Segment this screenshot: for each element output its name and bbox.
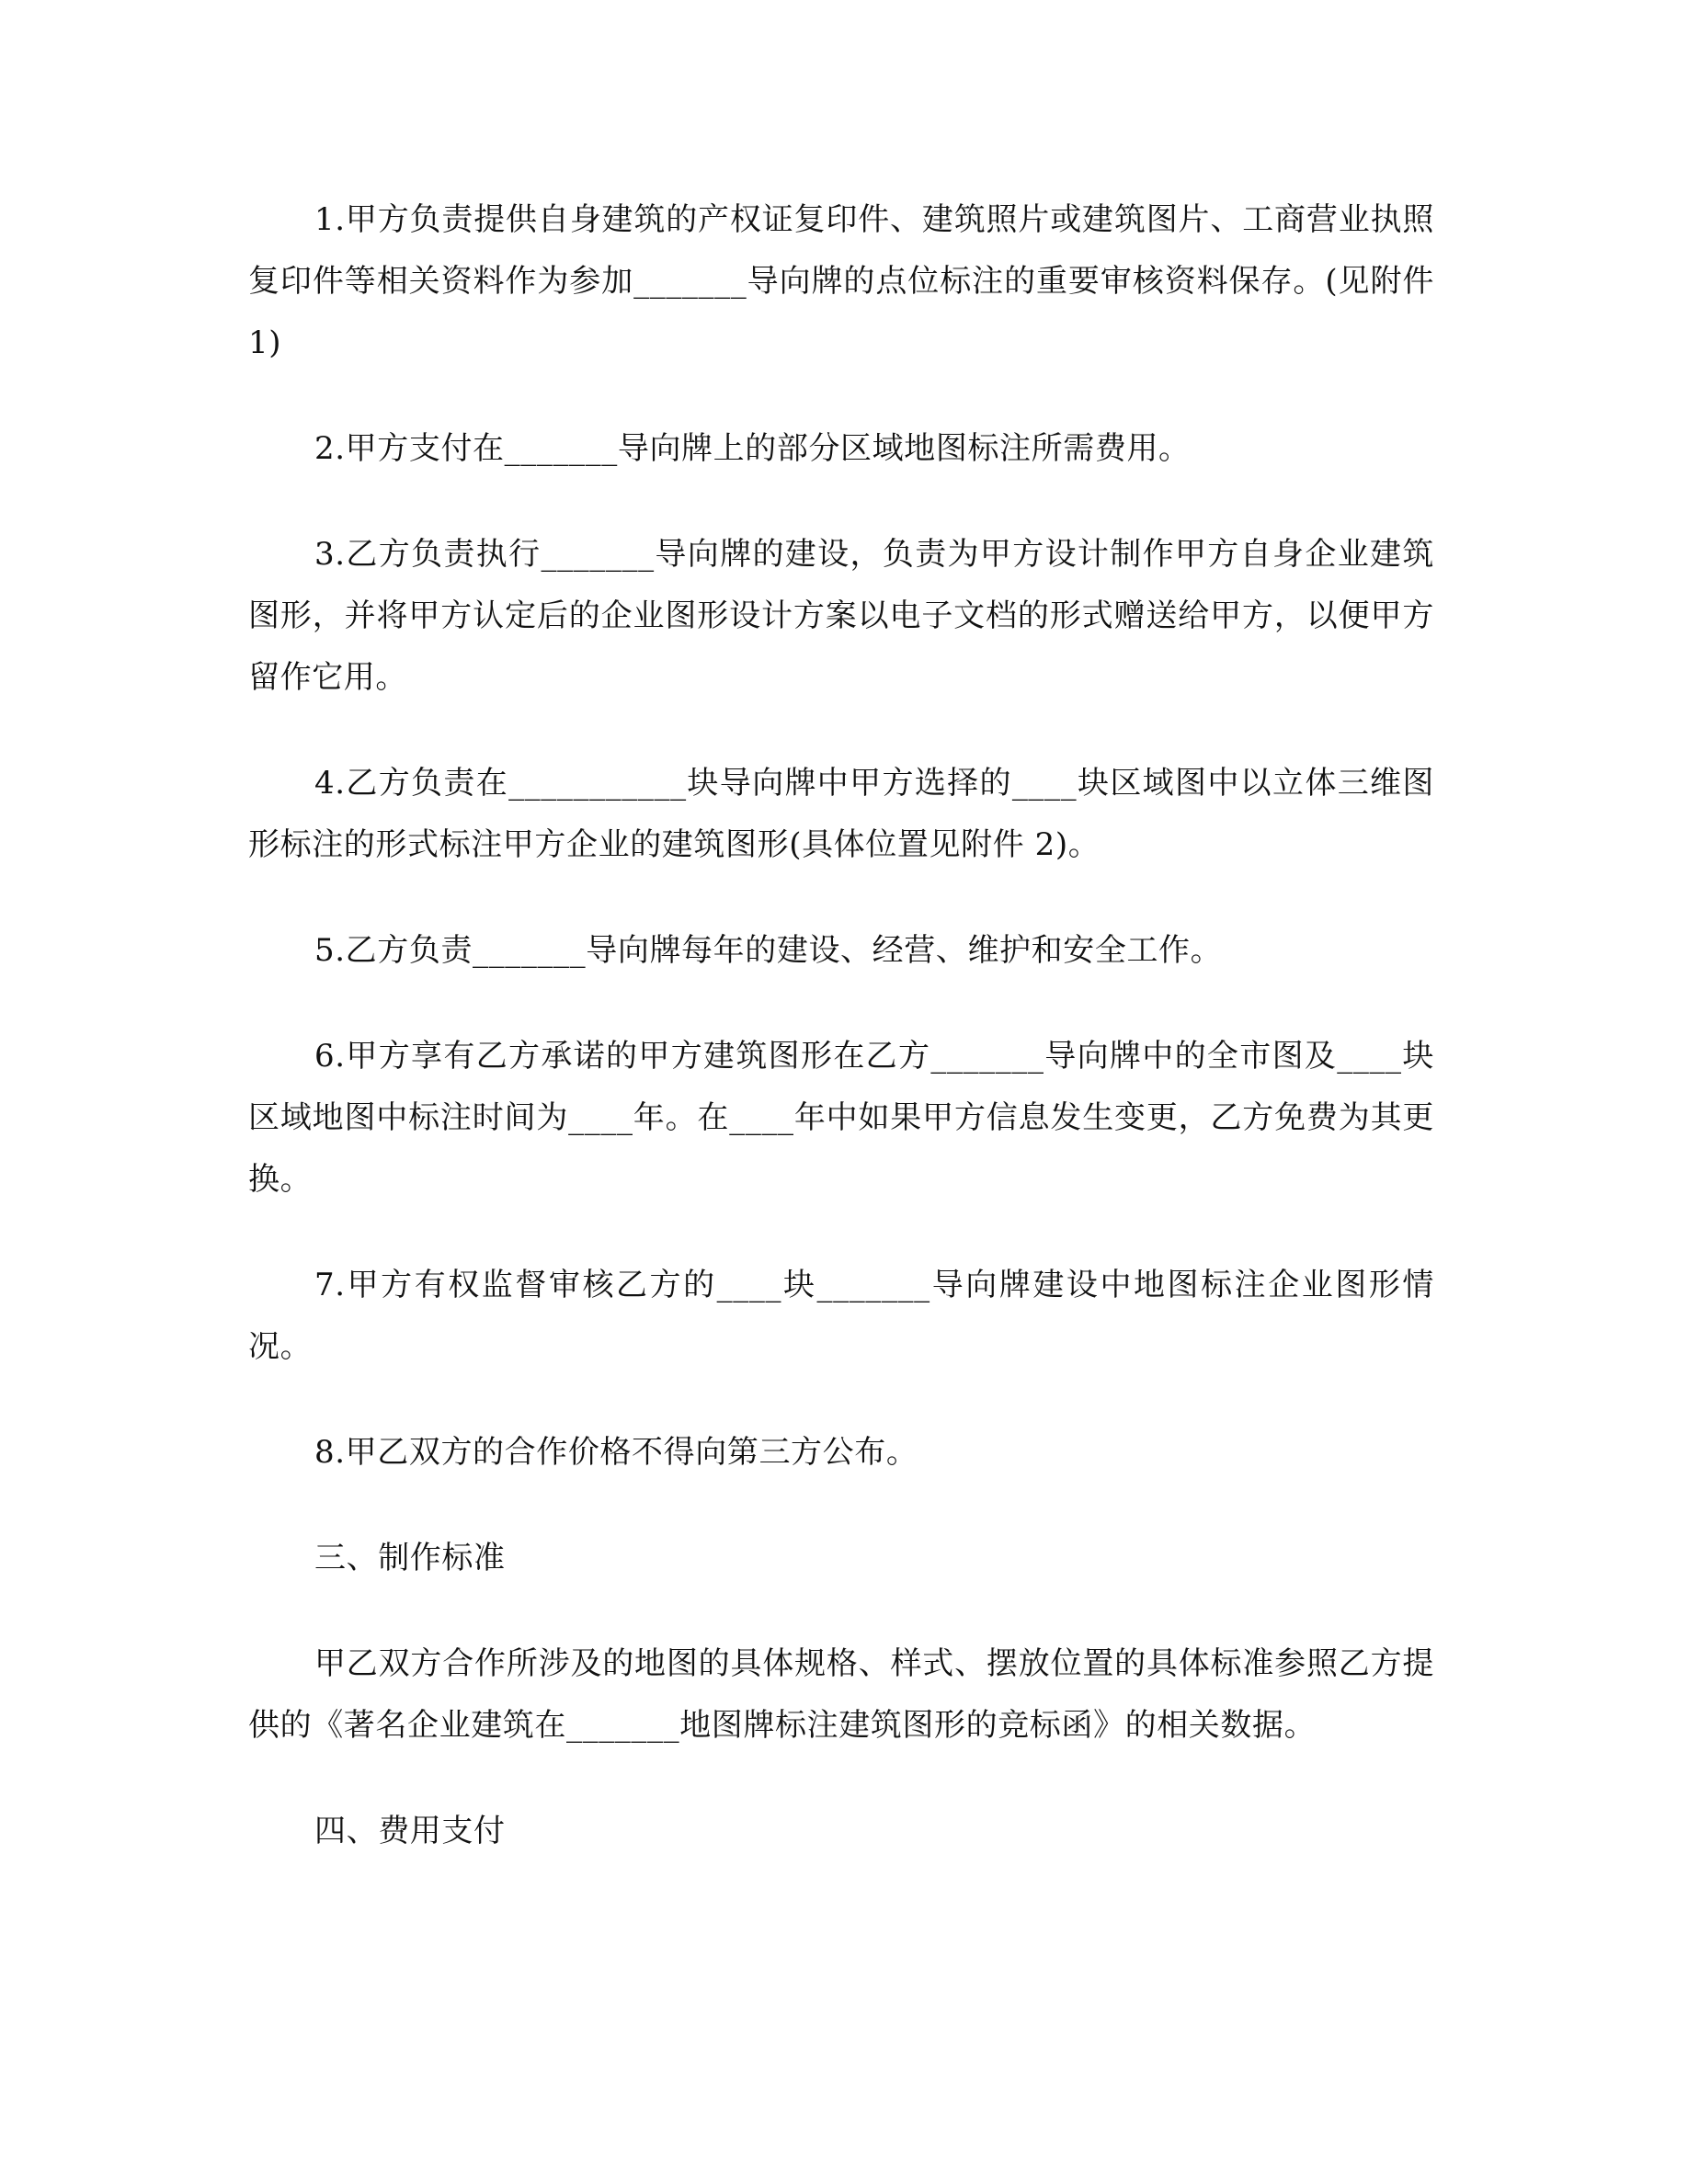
clause-7: 7.甲方有权监督审核乙方的____块_______导向牌建设中地图标注企业图形情况。 — [248, 1267, 1434, 1365]
document-body — [248, 189, 1434, 1906]
section-heading-payment: 四、费用支付 — [314, 1813, 506, 1849]
section-production-standard-text: 甲乙双方合作所涉及的地图的具体规格、样式、摆放位置的具体标准参照乙方提供的《著名企业建筑在_______地图牌标注建筑图形的竞标函》的相关数据。 — [248, 1645, 1434, 1744]
clause-5: 5.乙方负责_______导向牌每年的建设、经营、维护和安全工作。 — [314, 932, 1223, 969]
clause-2: 2.甲方支付在_______导向牌上的部分区域地图标注所需费用。 — [314, 430, 1191, 467]
clause-1: 1.甲方负责提供自身建筑的产权证复印件、建筑照片或建筑图片、工商营业执照复印件等相关资料作为参加_______导向牌的点位标注的重要审核资料保存。(见附件 1) — [248, 201, 1434, 361]
clause-6: 6.甲方享有乙方承诺的甲方建筑图形在乙方_______导向牌中的全市图及____块区域地图中标注时间为____年。在____年中如果甲方信息发生变更，乙方免费为其更换。 — [248, 1038, 1434, 1198]
clause-3: 3.乙方负责执行_______导向牌的建设，负责为甲方设计制作甲方自身企业建筑图形，并将甲方认定后的企业图形设计方案以电子文档的形式赠送给甲方，以便甲方留作它用。 — [248, 536, 1434, 696]
clause-8: 8.甲乙双方的合作价格不得向第三方公布。 — [314, 1434, 918, 1471]
section-heading-production-standard: 三、制作标准 — [314, 1540, 506, 1576]
clause-4: 4.乙方负责在___________块导向牌中甲方选择的____块区域图中以立体三维图形标注的形式标注甲方企业的建筑图形(具体位置见附件 2)。 — [248, 765, 1434, 863]
